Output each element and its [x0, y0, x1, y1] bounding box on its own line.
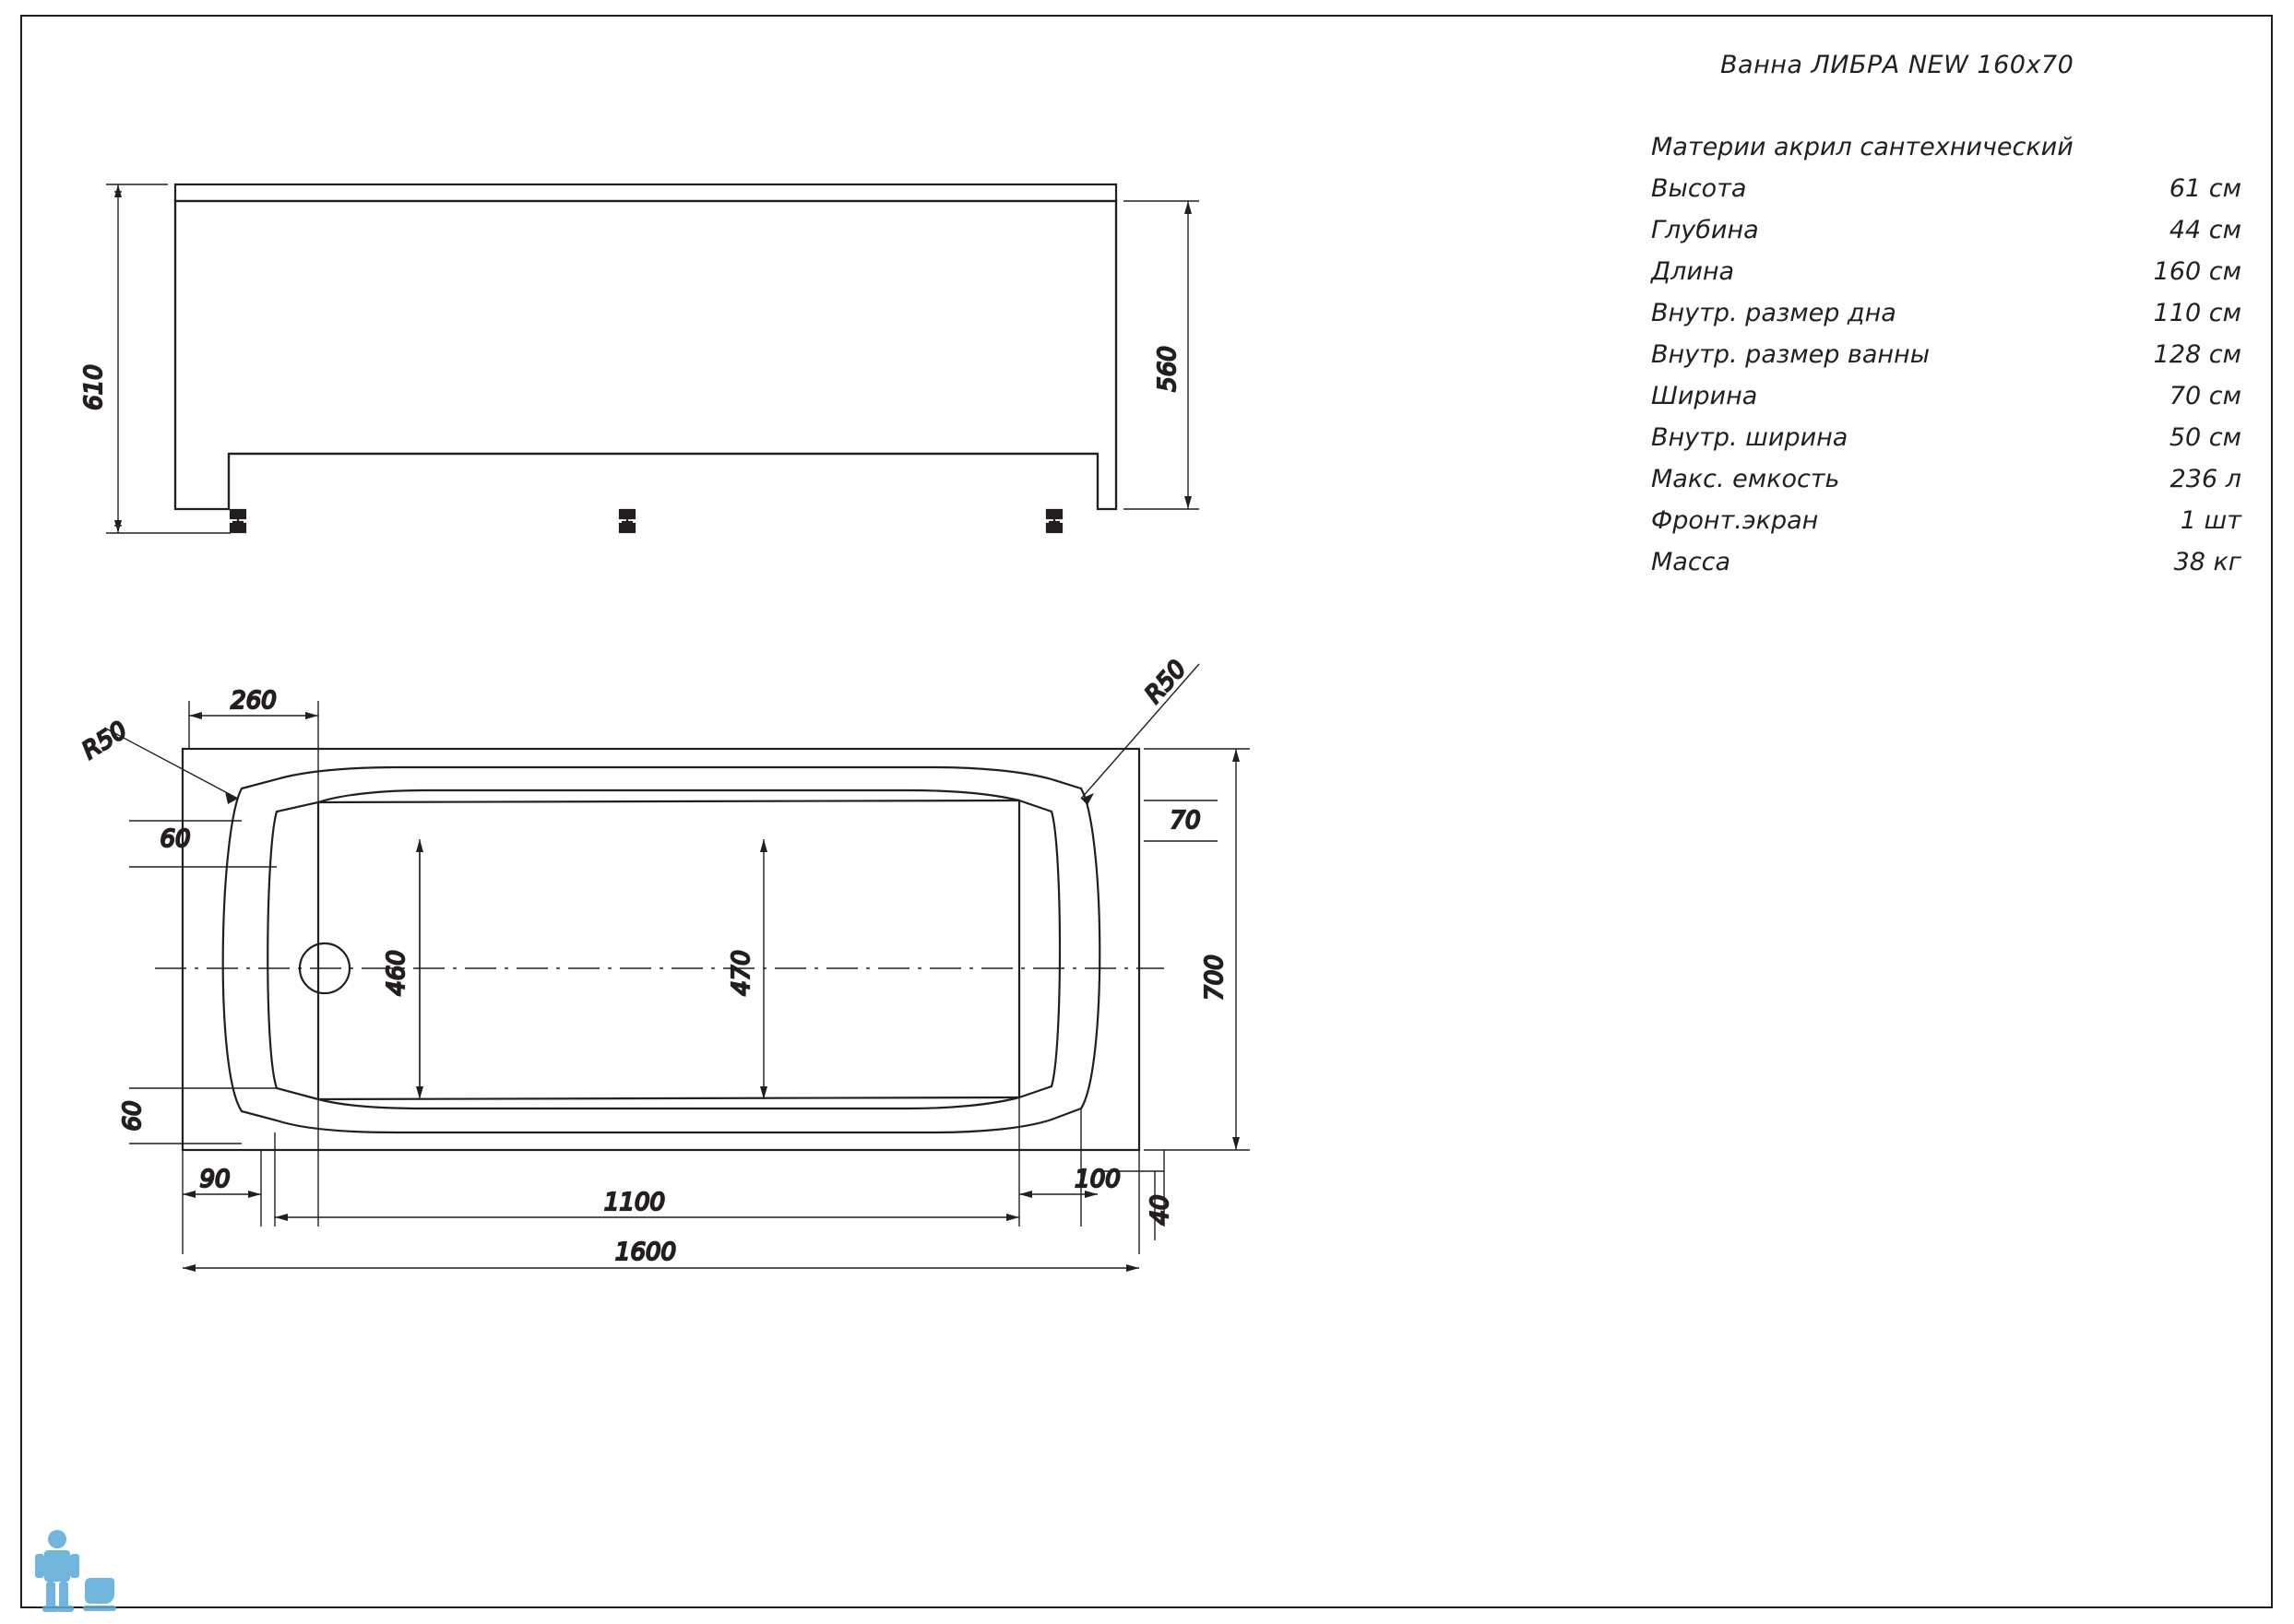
spec-row: [1651, 340, 2241, 369]
dim-label-70: 70: [1170, 807, 1201, 835]
spec-label: Внутр. размер ванны: [1651, 340, 1931, 369]
spec-row: [1651, 257, 2241, 286]
dim-label-60-lower: 60: [119, 1100, 147, 1132]
spec-row: [1651, 299, 2241, 327]
dim-label-700: 700: [1201, 954, 1229, 1001]
dim-label-90: 90: [199, 1166, 231, 1193]
spec-value: 44 см: [2169, 216, 2241, 244]
spec-label: Высота: [1651, 174, 1747, 203]
plumber-logo-icon: [20, 1524, 131, 1617]
spec-label: Длина: [1651, 257, 1735, 286]
spec-value: 160 см: [2153, 257, 2241, 286]
spec-value: 50 см: [2169, 423, 2241, 452]
spec-value: 128 см: [2153, 340, 2241, 369]
spec-row: [1651, 465, 2241, 493]
front-view-legs: [231, 509, 1062, 533]
spec-row: [1651, 548, 2241, 576]
dim-label-40: 40: [1147, 1194, 1174, 1226]
spec-label: Макс. емкость: [1651, 465, 1840, 493]
drawing-title: Ванна ЛИБРА NEW 160х70: [1720, 51, 2074, 79]
dim-label-560: 560: [1154, 346, 1182, 392]
spec-row: [1651, 174, 2241, 203]
top-view-outline: [183, 749, 1139, 1150]
spec-value: 70 см: [2169, 382, 2241, 410]
dim-460: [416, 839, 423, 1099]
spec-value: 1 шт: [2180, 506, 2241, 535]
label-r50-left: R50: [77, 716, 133, 765]
spec-row: [1651, 216, 2241, 244]
spec-label: Внутр. размер дна: [1651, 299, 1896, 327]
dim-label-1100: 1100: [603, 1189, 666, 1216]
dim-label-260: 260: [231, 687, 277, 715]
dim-470: [760, 839, 767, 1099]
spec-value: 110 см: [2153, 299, 2241, 327]
dim-60-lower: [129, 1088, 277, 1144]
dim-60-upper: [129, 821, 277, 867]
dim-label-460: 460: [383, 950, 410, 996]
spec-label: Фронт.экран: [1651, 506, 1819, 535]
spec-label: Масса: [1651, 548, 1731, 576]
spec-row: [1651, 506, 2241, 535]
spec-value: 236 л: [2169, 465, 2241, 493]
spec-value: 61 см: [2169, 174, 2241, 203]
spec-label: Глубина: [1651, 216, 1759, 244]
dim-height-610: [106, 184, 231, 533]
dim-label-100: 100: [1075, 1166, 1121, 1193]
spec-material: Материи акрил сантехнический: [1651, 133, 2074, 161]
dim-label-610: 610: [80, 364, 108, 410]
spec-label: Ширина: [1651, 382, 1758, 410]
spec-label: Внутр. ширина: [1651, 423, 1848, 452]
dim-label-60-upper: 60: [160, 825, 191, 853]
specification-panel: [1651, 51, 2241, 589]
dim-label-1600: 1600: [614, 1239, 677, 1266]
spec-row: [1651, 423, 2241, 452]
dim-label-470: 470: [728, 950, 755, 996]
spec-value: 38 кг: [2173, 548, 2241, 576]
dim-260: [189, 701, 318, 802]
label-r50-right: R50: [1139, 655, 1193, 709]
front-view-outline: [175, 184, 1116, 509]
spec-row: [1651, 382, 2241, 410]
